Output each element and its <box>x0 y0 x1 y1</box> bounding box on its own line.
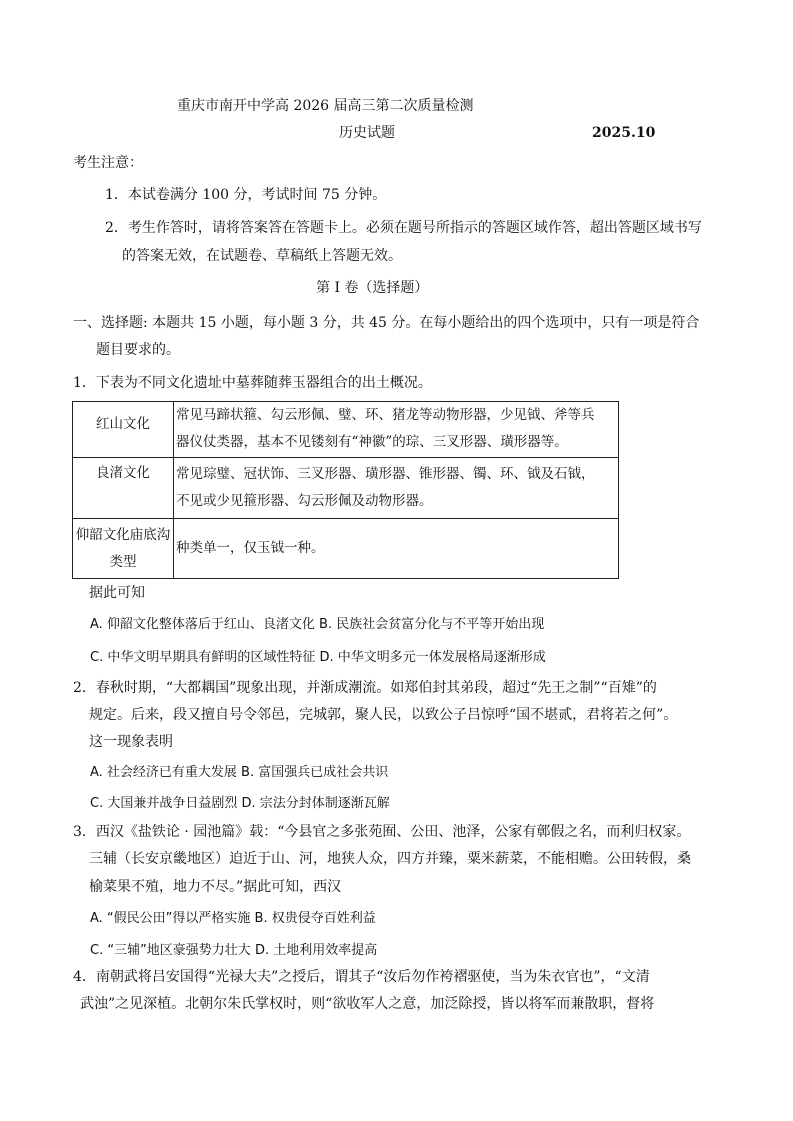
q2-line-1: 2．春秋时期，“大都耦国”现象出现，并渐成潮流。如郑伯封其弟段，超过“先王之制”“百雉”的 <box>73 680 657 696</box>
table-cell-culture: 仰韶文化庙底沟 类型 <box>73 519 174 579</box>
section-title: 第 I 卷（选择题） <box>316 280 429 296</box>
q1-options-cd: C. 中华文明早期具有鲜明的区域性特征 D. 中华文明多元一体发展格局逐渐形成 <box>90 650 546 665</box>
subject-title: 历史试题 <box>339 125 395 141</box>
q1-table <box>72 401 619 579</box>
notice-item-2: 2．考生作答时，请将答案答在答题卡上。必须在题号所指示的答题区域作答，超出答题区域书写 <box>105 220 702 236</box>
q2-options-cd: C. 大国兼并战争日益剧烈 D. 宗法分封体制逐渐瓦解 <box>90 796 390 811</box>
section-intro: 一、选择题: 本题共 15 小题，每小题 3 分，共 45 分。在每小题给出的四个选项中，只有一项是符合 <box>73 315 700 331</box>
q4-line-1: 4．南朝武将吕安国得“光禄大夫”之授后，谓其子“汝后勿作袴褶驱使，当为朱衣官也”，“文清 <box>73 969 650 985</box>
exam-date: 2025.10 <box>592 125 656 141</box>
table-row <box>73 402 619 458</box>
q2-options-ab: A. 社会经济已有重大发展 B. 富国强兵已成社会共识 <box>90 765 389 780</box>
q4-line-2: 武浊”之见深植。北朝尔朱氏掌权时，则“欲收军人之意，加泛除授，皆以将军而兼散职，督将 <box>80 996 655 1012</box>
q1-stem: 1．下表为不同文化遗址中墓葬随葬玉器组合的出土概况。 <box>73 375 432 391</box>
table-row <box>73 458 619 519</box>
table-cell-culture: 红山文化 <box>73 402 174 458</box>
table-cell-desc: 种类单一，仅玉钺一种。 <box>174 519 619 579</box>
q2-line-3: 这一现象表明 <box>89 734 173 750</box>
table-cell-desc: 常见琮璧、冠状饰、三叉形器、璜形器、锥形器、镯、环、钺及石钺， 不见或少见箍形器、勾云形佩及动物形器。 <box>174 458 619 519</box>
notice-item-1: 1．本试卷满分 100 分，考试时间 75 分钟。 <box>105 187 387 203</box>
q3-line-3: 榆菜果不殖，地力不尽。”据此可知，西汉 <box>89 879 342 895</box>
q2-line-2: 规定。后来，段又擅自号令邻邑，完城郭，聚人民，以致公子吕惊呼“国不堪贰，君将若之何”。 <box>89 707 678 723</box>
exam-title: 重庆市南开中学高 2026 届高三第二次质量检测 <box>177 98 474 114</box>
q3-options-cd: C. “三辅”地区豪强势力壮大 D. 土地利用效率提高 <box>90 943 378 958</box>
table-row <box>73 519 619 579</box>
q3-options-ab: A. “假民公田”得以严格实施 B. 权贵侵夺百姓利益 <box>90 911 376 926</box>
table-cell-culture: 良渚文化 <box>73 458 174 519</box>
q1-options-ab: A. 仰韶文化整体落后于红山、良渚文化 B. 民族社会贫富分化与不平等开始出现 <box>90 617 545 632</box>
notice-heading: 考生注意： <box>73 155 143 171</box>
section-intro-cont: 题目要求的。 <box>96 342 180 358</box>
q3-line-2: 三辅（长安京畿地区）迫近于山、河，地狭人众，四方并臻，粟米薪菜，不能相赡。公田转假，桑 <box>89 851 691 867</box>
q1-lead: 据此可知 <box>89 585 145 601</box>
q3-line-1: 3．西汉《盐铁论 · 园池篇》载：“今县官之多张苑囿、公田、池泽，公家有鄣假之名，而利归权家。 <box>73 824 691 840</box>
table-cell-desc: 常见马蹄状箍、勾云形佩、璧、环、猪龙等动物形器，少见钺、斧等兵 器仪仗类器，基本不见镂刻有“神徽”的琮、三叉形器、璜形器等。 <box>174 402 619 458</box>
notice-item-2-cont: 的答案无效，在试题卷、草稿纸上答题无效。 <box>122 248 402 264</box>
